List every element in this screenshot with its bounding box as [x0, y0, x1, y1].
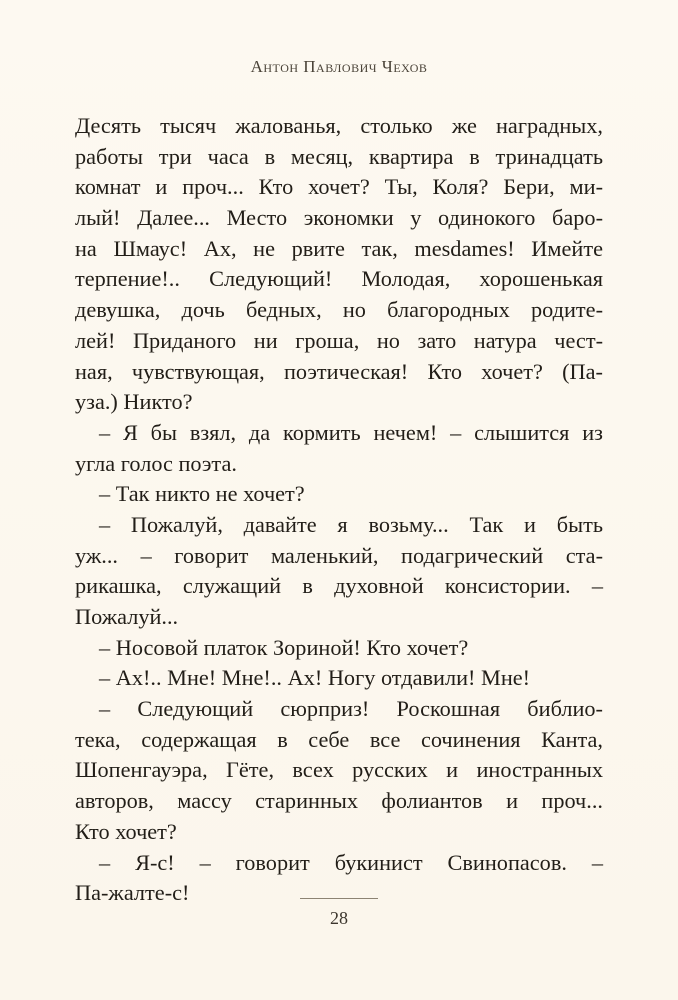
text-line: терпение!.. Следующий! Молодая, хорошенькая: [75, 266, 603, 292]
text-line: – Я бы взял, да кормить нечем! – слышится из: [99, 419, 603, 445]
text-line: рикашка, служащий в духовной консистории. –: [75, 573, 603, 599]
text-line: Пожалуй...: [75, 604, 179, 629]
page-number: 28: [330, 908, 348, 928]
text-line: угла голос поэта.: [75, 450, 237, 476]
text-line: Десять тысяч жалованья, столько же наградных,: [75, 113, 603, 138]
text-line: комнат и проч... Кто хочет? Ты, Коля? Бери, ми-: [75, 174, 603, 200]
text-line: – Пожалуй, давайте я возьму... Так и быть: [99, 511, 603, 537]
text-line: – Ах!.. Мне! Мне!.. Ах! Ногу отдавили! Мне!: [99, 665, 531, 691]
text-line: – Следующий сюрприз! Роскошная библио-: [99, 696, 603, 722]
text-line: лый! Далее... Место экономки у одинокого баро-: [75, 205, 603, 231]
text-line: уж... – говорит маленький, подагрический ста-: [75, 542, 603, 568]
text-line: Шопенгауэра, Гёте, всех русских и иностранных: [75, 757, 603, 783]
page-body-text: [75, 111, 603, 909]
text-line: Па-жалте-с!: [75, 880, 190, 906]
text-line: уза.) Никто?: [75, 389, 193, 415]
text-line: на Шмаус! Ах, не рвите так, mesdames! Имейте: [75, 235, 603, 261]
text-line: авторов, массу старинных фолиантов и проч...: [75, 788, 603, 814]
text-line: – Так никто не хочет?: [99, 481, 305, 507]
text-line: Кто хочет?: [75, 818, 177, 844]
text-line: – Носовой платок Зориной! Кто хочет?: [99, 634, 469, 660]
text-line: девушка, дочь бедных, но благородных родите-: [75, 297, 603, 323]
footer-divider: [300, 898, 378, 899]
text-line: работы три часа в месяц, квартира в тринадцать: [75, 143, 603, 169]
running-header-author: Антон Павлович Чехов: [250, 57, 428, 76]
text-line: тека, содержащая в себе все сочинения Канта,: [75, 726, 603, 752]
text-line: – Я-с! – говорит букинист Свинопасов. –: [99, 849, 603, 875]
text-line: лей! Приданого ни гроша, но зато натура чест-: [75, 327, 603, 353]
text-line: ная, чувствующая, поэтическая! Кто хочет? (Па-: [75, 358, 603, 384]
